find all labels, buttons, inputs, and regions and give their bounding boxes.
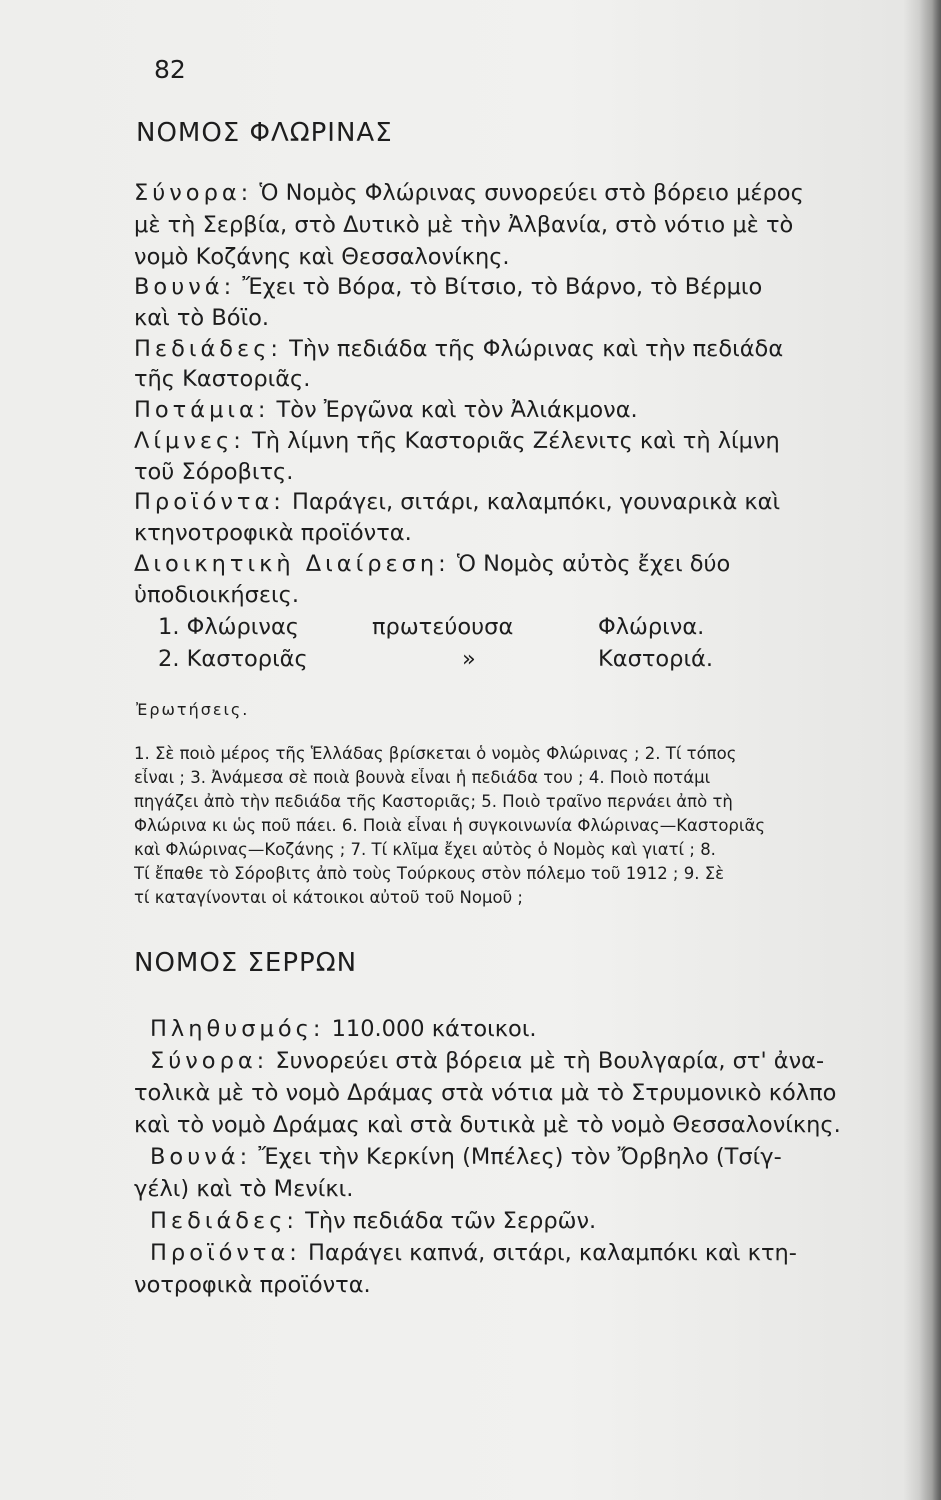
text-line: [150, 1240, 930, 1266]
field-text: καὶ τὸ νομὸ Δράμας καὶ στὰ δυτικὰ μὲ τὸ νομὸ Θεσσαλονίκης.: [134, 1112, 841, 1138]
subdivision-number: 1.: [158, 614, 180, 640]
field-label: Λίμνες:: [134, 428, 245, 454]
text-line: [134, 520, 930, 546]
field-text: Συνορεύει στὰ βόρεια μὲ τὴ Βουλγαρία, στ' ἀνα-: [268, 1048, 825, 1074]
question-line: Τί ἔπαθε τὸ Σόροβιτς ἀπὸ τοὺς Τούρκους στὸν πόλεμο τοῦ 1912 ; 9. Σὲ: [134, 864, 725, 883]
subdivision-2-type: »: [462, 646, 476, 672]
text-line: [150, 1016, 930, 1042]
text-line: [134, 1272, 930, 1298]
field-text: Τὴν πεδιάδα τῶν Σερρῶν.: [298, 1208, 597, 1234]
field-text: τοῦ Σόροβιτς.: [134, 459, 294, 485]
field-label: Βουνά:: [150, 1144, 252, 1170]
text-line: [134, 1080, 930, 1106]
subdivision-1-name: [158, 614, 299, 640]
subdivision-2-name: [158, 646, 308, 672]
question-line: εἶναι ; 3. Ἀνάμεσα σὲ ποιὰ βουνὰ εἶναι ἡ πεδιάδα του ; 4. Ποιὸ ποτάμι: [134, 768, 711, 787]
field-text: Ὁ Νομὸς Φλώρινας συνορεύει στὸ βόρειο μέρος: [252, 180, 804, 206]
text-line: [134, 274, 930, 300]
question-line: Φλώρινα κι ὡς ποῦ πάει. 6. Ποιὰ εἶναι ἡ συγκοινωνία Φλώρινας—Καστοριᾶς: [134, 816, 766, 835]
question-line: πηγάζει ἀπὸ τὴν πεδιάδα τῆς Καστοριᾶς; 5. Ποιὸ τραῖνο περνάει ἀπὸ τὴ: [134, 792, 733, 811]
text-line: [134, 1176, 930, 1202]
field-text: Τὴ λίμνη τῆς Καστοριᾶς Ζέλενιτς καὶ τὴ λίμνη: [244, 428, 780, 454]
field-text: γέλι) καὶ τὸ Μενίκι.: [134, 1176, 354, 1202]
text-line: [134, 336, 930, 362]
subdivision-name: Φλώρινας: [186, 614, 299, 640]
text-line: [134, 1112, 930, 1138]
question-line: 1. Σὲ ποιὸ μέρος τῆς Ἑλλάδας βρίσκεται ὁ νομὸς Φλώρινας ; 2. Τί τόπος: [134, 744, 737, 763]
subdivision-1-type: πρωτεύουσα: [372, 614, 514, 640]
subdivision-number: 2.: [158, 646, 180, 672]
text-line: [150, 1048, 930, 1074]
field-label: Πεδιάδες:: [134, 336, 283, 362]
field-text: τῆς Καστοριᾶς.: [134, 366, 311, 392]
text-line: [150, 1144, 930, 1170]
subdivision-1-capital: Φλώρινα.: [598, 614, 705, 640]
subdivision-name: Καστοριᾶς: [186, 646, 308, 672]
field-text: Τὴν πεδιάδα τῆς Φλώρινας καὶ τὴν πεδιάδα: [282, 336, 784, 362]
text-line: [134, 489, 930, 515]
text-line: [150, 1208, 930, 1234]
field-text: Τὸν Ἐργῶνα καὶ τὸν Ἀλιάκμονα.: [269, 397, 638, 423]
field-text: Παράγει, σιτάρι, καλαμπόκι, γουναρικὰ καὶ: [284, 489, 781, 515]
field-text: Ἔχει τὴν Κερκίνη (Μπέλες) τὸν Ὄρβηλο (Τσίγ-: [251, 1144, 782, 1170]
field-text: ὑποδιοικήσεις.: [134, 582, 300, 608]
text-line: [134, 428, 930, 454]
subdivision-2-capital: Καστοριά.: [598, 646, 714, 672]
field-text: τολικὰ μὲ τὸ νομὸ Δράμας στὰ νότια μὰ τὸ Στρυμονικὸ κόλπο: [134, 1080, 837, 1106]
text-line: [134, 366, 930, 392]
field-text: Ὁ Νομὸς αὐτὸς ἔχει δύο: [449, 551, 731, 577]
page-number: 82: [154, 55, 186, 84]
field-text: νομὸ Κοζάνης καὶ Θεσσαλονίκης.: [134, 244, 510, 270]
field-text: Ἔχει τὸ Βόρα, τὸ Βίτσιο, τὸ Βάρνο, τὸ Βέρμιο: [235, 274, 763, 300]
field-text: νοτροφικὰ προϊόντα.: [134, 1272, 371, 1298]
field-text: Παράγει καπνά, σιτάρι, καλαμπόκι καὶ κτη-: [300, 1240, 797, 1266]
field-label: Πεδιάδες:: [150, 1208, 299, 1234]
field-text: 110.000 κάτοικοι.: [324, 1016, 537, 1042]
section-title-florina: ΝΟΜΟΣ ΦΛΩΡΙΝΑΣ: [136, 118, 393, 148]
question-line: τί καταγίνονται οἱ κάτοικοι αὐτοῦ τοῦ Νομοῦ ;: [134, 888, 523, 907]
field-text: κτηνοτροφικὰ προϊόντα.: [134, 520, 412, 546]
field-label: Σύνορα:: [134, 180, 253, 206]
field-label: Ποτάμια:: [134, 397, 270, 423]
text-line: [134, 459, 930, 485]
text-line: [134, 244, 930, 270]
questions-heading: Ἐρωτήσεις.: [136, 700, 250, 719]
text-line: [134, 551, 930, 577]
field-text: καὶ τὸ Βόϊο.: [134, 305, 270, 331]
text-line: [134, 397, 930, 423]
field-label: Σύνορα:: [150, 1048, 269, 1074]
text-line: [134, 582, 930, 608]
field-label: Διοικητικὴ Διαίρεση:: [134, 551, 450, 577]
field-text: μὲ τὴ Σερβία, στὸ Δυτικὸ μὲ τὴν Ἀλβανία, στὸ νότιο μὲ τὸ: [134, 212, 794, 238]
field-label: Προϊόντα:: [150, 1240, 301, 1266]
field-label: Προϊόντα:: [134, 489, 285, 515]
field-label: Πληθυσμός:: [150, 1016, 325, 1042]
text-line: [134, 305, 930, 331]
question-line: καὶ Φλώρινας—Κοζάνης ; 7. Τί κλῖμα ἔχει αὐτὸς ὁ Νομὸς καὶ γιατί ; 8.: [134, 840, 716, 859]
section-title-serres: ΝΟΜΟΣ ΣΕΡΡΩΝ: [134, 948, 358, 978]
field-label: Βουνά:: [134, 274, 236, 300]
text-line: [134, 212, 930, 238]
text-line: [134, 180, 930, 206]
